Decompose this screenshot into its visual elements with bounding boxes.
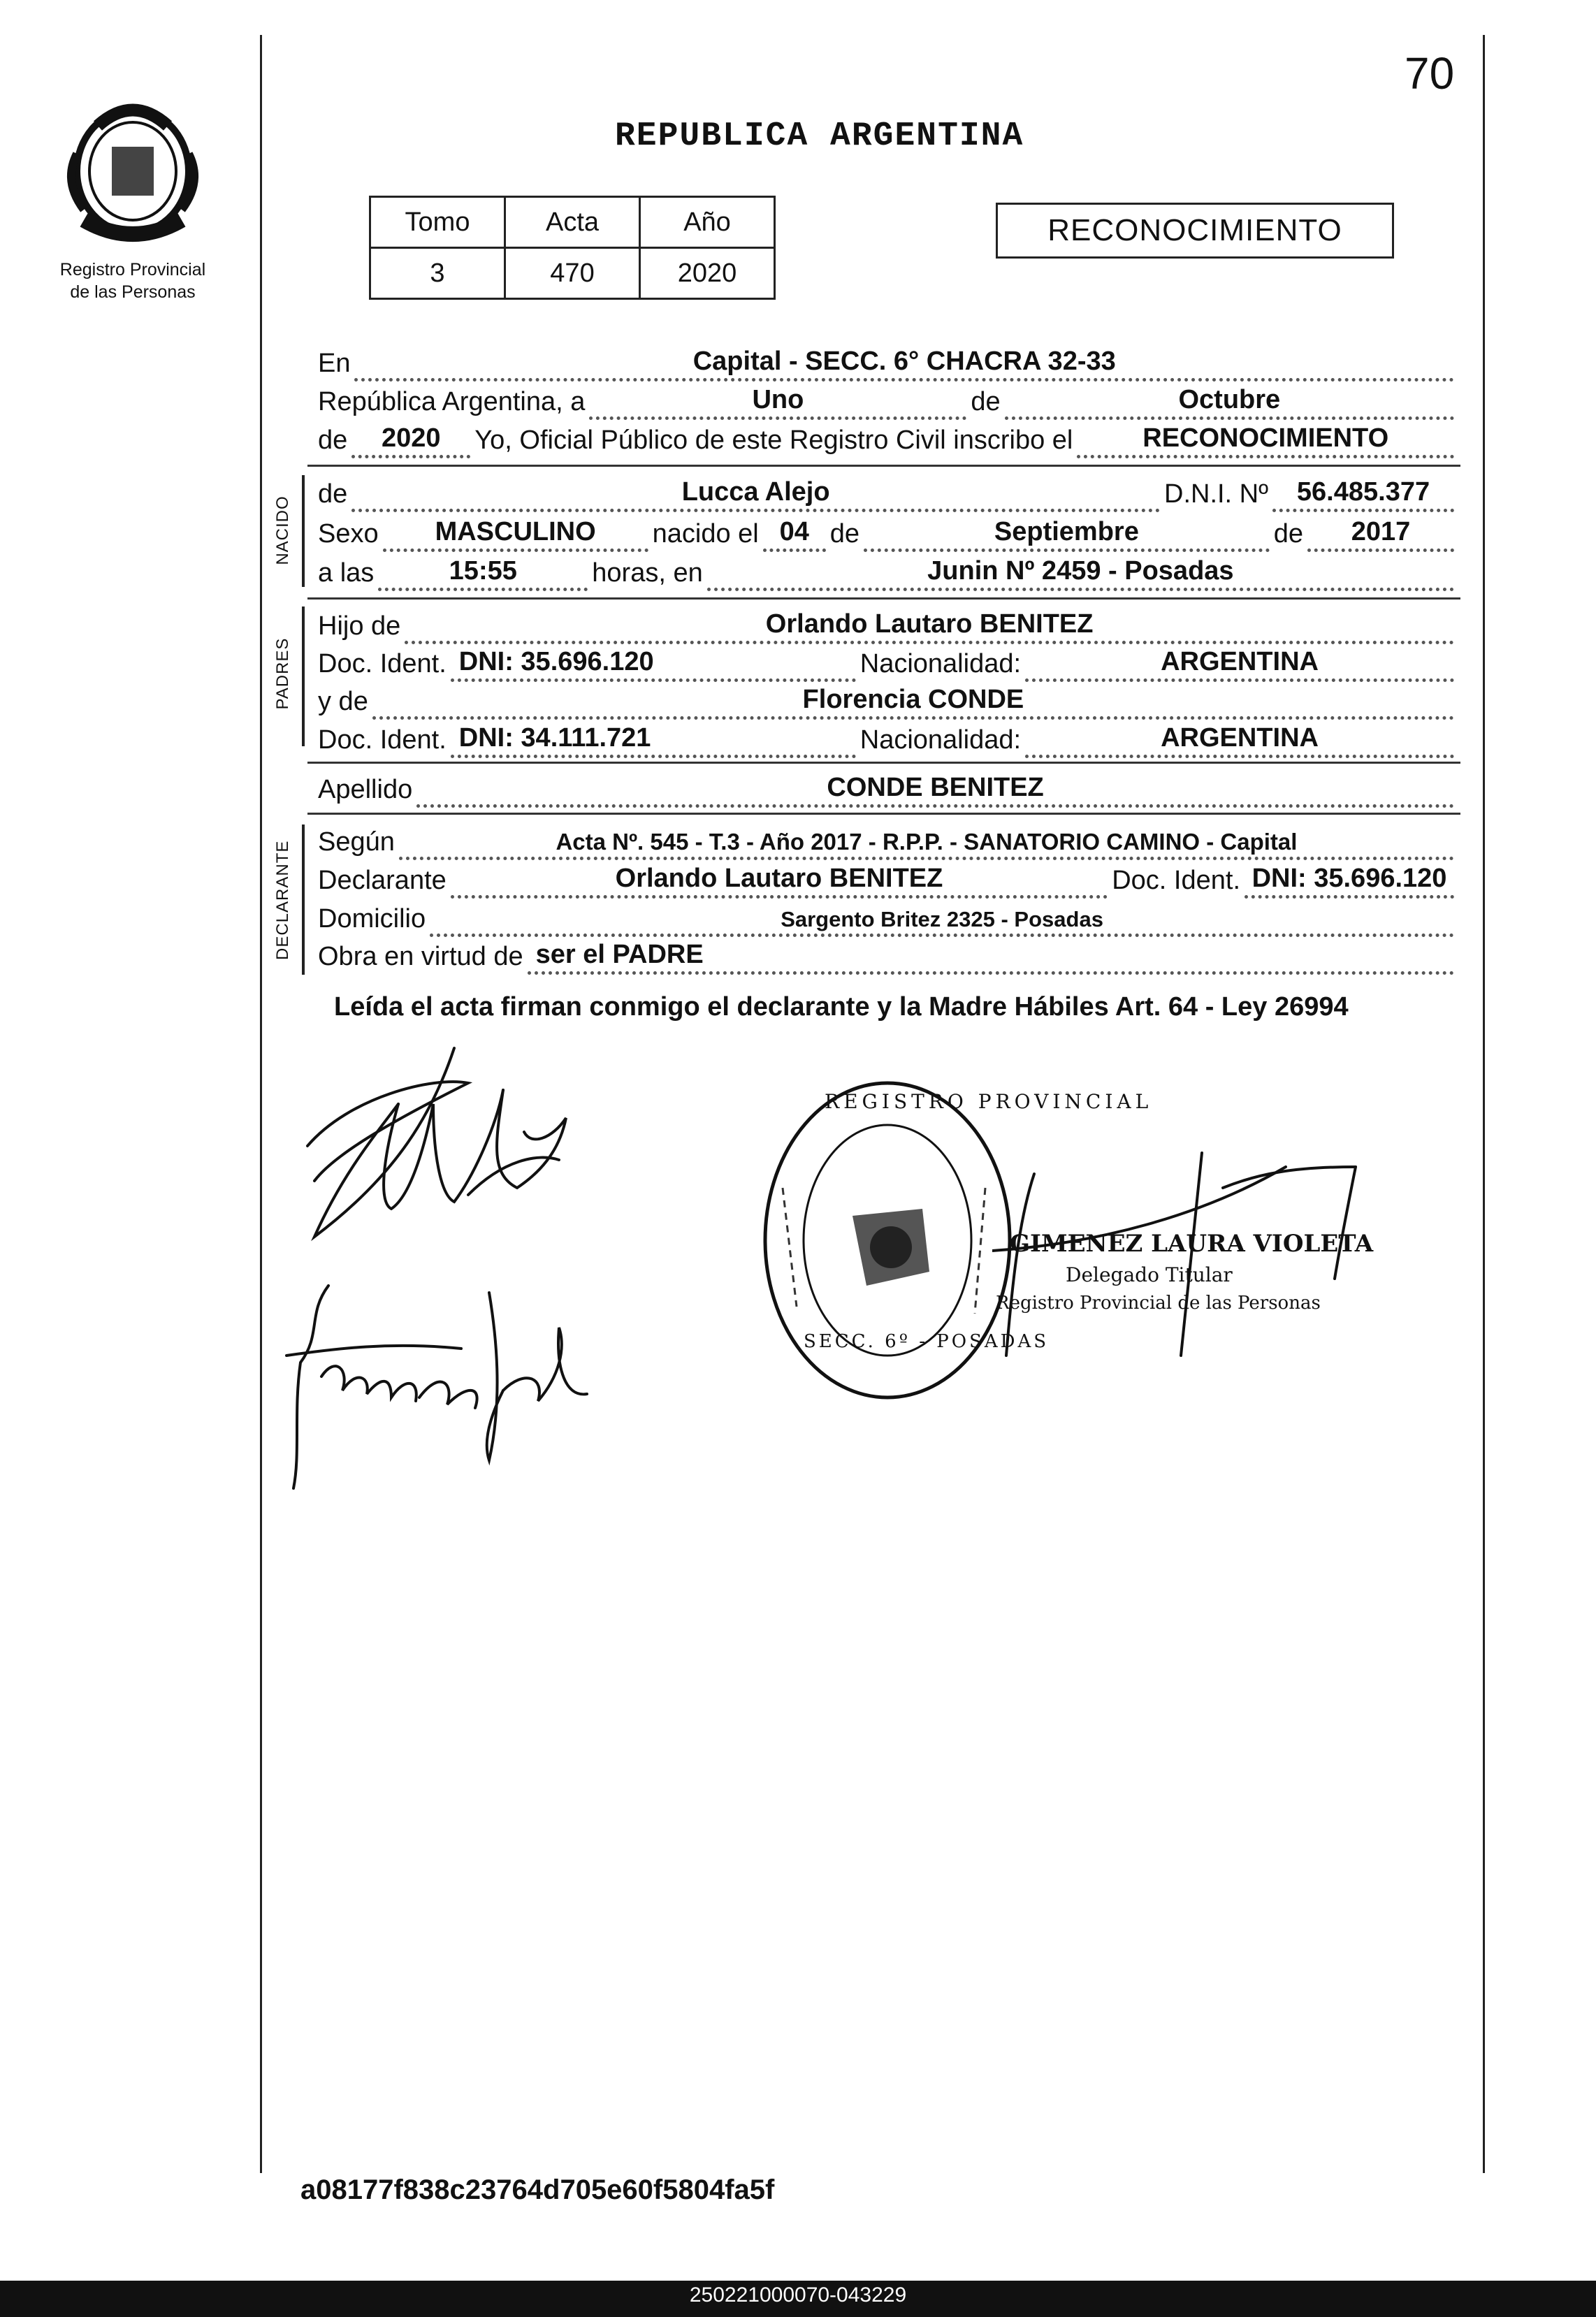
- act-type-box: RECONOCIMIENTO: [996, 203, 1394, 259]
- register-value-anio: 2020: [640, 248, 775, 299]
- row-mother: [318, 679, 1458, 720]
- y-de-label: y de: [318, 687, 368, 716]
- mother-doc-fill: [451, 718, 856, 758]
- register-value-row: [370, 248, 775, 299]
- declarante-doc-fill: [1245, 858, 1454, 899]
- segun-fill: [399, 820, 1454, 860]
- time-fill: [378, 551, 588, 591]
- birth-day-fill: [763, 511, 826, 552]
- bracket-nacido: [302, 475, 305, 587]
- birth-month-value: Septiembre: [994, 517, 1139, 546]
- republica-label: República Argentina, a: [318, 387, 586, 416]
- register-header-tomo: Tomo: [370, 197, 505, 248]
- sexo-value: MASCULINO: [435, 517, 596, 546]
- father-nat-label: Nacionalidad:: [859, 649, 1022, 678]
- father-doc-value: DNI: 35.696.120: [458, 647, 654, 676]
- de-name-label: de: [318, 479, 348, 509]
- mother-doc-value: DNI: 34.111.721: [458, 723, 651, 753]
- sexo-fill: [383, 511, 648, 552]
- row-father: [318, 604, 1458, 644]
- act-fill: [1077, 418, 1454, 458]
- child-name-value: Lucca Alejo: [681, 477, 830, 507]
- row-obra: [318, 934, 1458, 975]
- birth-month-fill: [864, 511, 1270, 552]
- statement-text: Yo, Oficial Público de este Registro Civil inscribo el: [474, 426, 1073, 455]
- birth-time-value: 15:55: [449, 556, 517, 586]
- mother-fill: [372, 679, 1454, 720]
- segun-value: Acta Nº. 545 - T.3 - Año 2017 - R.P.P. - SANATORIO CAMINO - Capital: [556, 829, 1298, 855]
- father-doc-fill: [451, 641, 856, 682]
- apellido-fill: [416, 767, 1454, 808]
- de-month-label: de: [829, 519, 860, 549]
- row-mother-doc: [318, 718, 1458, 758]
- birth-year-value: 2017: [1351, 517, 1411, 546]
- place-value: Capital - SECC. 6° CHACRA 32-33: [692, 347, 1116, 376]
- mother-name-value: Florencia CONDE: [802, 685, 1024, 714]
- dni-label: D.N.I. Nº: [1164, 479, 1268, 509]
- day-fill: [589, 379, 966, 420]
- row-en: [318, 341, 1458, 382]
- side-label-nacido: NACIDO: [273, 495, 292, 565]
- document-title: REPUBLICA ARGENTINA: [615, 117, 1024, 155]
- obra-label: Obra en virtud de: [318, 942, 523, 971]
- closing-statement: Leída el acta firman conmigo el declarante y la Madre Hábiles Art. 64 - Ley 26994: [334, 992, 1349, 1022]
- official-name: GIMENEZ LAURA VIOLETA: [1010, 1230, 1374, 1258]
- dni-fill: [1272, 472, 1454, 512]
- official-signature: [992, 1146, 1412, 1370]
- domicilio-fill: [430, 896, 1454, 937]
- mother-signature: [280, 1272, 601, 1502]
- issuer-caption: [28, 259, 238, 303]
- side-label-padres: PADRES: [273, 637, 292, 710]
- month-value: Octubre: [1178, 385, 1281, 414]
- domicilio-value: Sargento Britez 2325 - Posadas: [781, 907, 1103, 931]
- row-declarante: [318, 858, 1458, 899]
- declarante-doc-value: DNI: 35.696.120: [1252, 864, 1447, 893]
- hijo-de-label: Hijo de: [318, 611, 401, 641]
- nacido-el-label: nacido el: [652, 519, 759, 549]
- en-fill: [354, 341, 1454, 382]
- rule-declarante-top: [307, 813, 1460, 815]
- row-nacido-name: [318, 472, 1458, 512]
- official-org: Registro Provincial de las Personas: [996, 1293, 1321, 1314]
- father-nat-value: ARGENTINA: [1161, 647, 1319, 676]
- obra-value: ser el PADRE: [535, 940, 704, 969]
- de-year-label: de: [318, 426, 348, 455]
- child-dni-value: 56.485.377: [1296, 477, 1430, 507]
- name-fill: [351, 472, 1160, 512]
- de-label: de: [971, 387, 1001, 416]
- register-header-anio: Año: [640, 197, 775, 248]
- segun-label: Según: [318, 827, 395, 857]
- row-hora: [318, 551, 1458, 591]
- father-nat-fill: [1025, 641, 1454, 682]
- register-value-acta: 470: [505, 248, 640, 299]
- register-table: [369, 196, 776, 300]
- row-segun: [318, 820, 1458, 860]
- row-apellido: [318, 767, 1458, 808]
- issuer-line-1: Registro Provincial: [59, 260, 206, 279]
- register-header-acta: Acta: [505, 197, 640, 248]
- official-role: Delegado Titular: [1066, 1263, 1233, 1286]
- birth-year-fill: [1307, 511, 1454, 552]
- province-seal-logo: [56, 98, 210, 252]
- mother-doc-label: Doc. Ident.: [318, 725, 447, 755]
- apellido-value: CONDE BENITEZ: [827, 773, 1044, 802]
- declarante-doc-label: Doc. Ident.: [1112, 866, 1240, 895]
- page-number: 70: [1405, 48, 1455, 99]
- day-value: Uno: [752, 385, 804, 414]
- month-fill: [1005, 379, 1454, 420]
- act-value: RECONOCIMIENTO: [1142, 423, 1389, 453]
- declarant-signature: [293, 1034, 587, 1244]
- side-label-declarante: DECLARANTE: [273, 840, 292, 960]
- seal-bottom-text: SECC. 6º - POSADAS: [804, 1331, 1050, 1352]
- seal-ring-text: REGISTRO PROVINCIAL: [825, 1090, 1153, 1113]
- bracket-declarante: [302, 825, 305, 975]
- birth-place-value: Junin Nº 2459 - Posadas: [927, 556, 1234, 586]
- bracket-padres: [302, 607, 305, 746]
- row-sexo: [318, 511, 1458, 552]
- father-name-value: Orlando Lautaro BENITEZ: [765, 609, 1094, 639]
- left-margin-line: [260, 35, 262, 2173]
- a-las-label: a las: [318, 558, 375, 588]
- horas-label: horas, en: [592, 558, 703, 588]
- declarante-label: Declarante: [318, 866, 447, 895]
- declarante-fill: [451, 858, 1108, 899]
- obra-fill: [528, 934, 1454, 975]
- issuer-line-2: de las Personas: [70, 282, 196, 302]
- mother-nat-value: ARGENTINA: [1161, 723, 1319, 753]
- de-birth-year-label: de: [1273, 519, 1303, 549]
- document-hash: a08177f838c23764d705e60f5804fa5f: [300, 2174, 775, 2205]
- mother-nat-fill: [1025, 718, 1454, 758]
- row-father-doc: [318, 641, 1458, 682]
- apellido-label: Apellido: [318, 775, 413, 804]
- row-republica: [318, 379, 1458, 420]
- rule-nacido-top: [307, 465, 1460, 467]
- rule-apellido-top: [307, 762, 1460, 764]
- sexo-label: Sexo: [318, 519, 379, 549]
- mother-nat-label: Nacionalidad:: [859, 725, 1022, 755]
- footer-code: 250221000070-043229: [689, 2283, 907, 2307]
- official-seal-stamp: [755, 1076, 1020, 1404]
- birth-place-fill: [707, 551, 1454, 591]
- right-margin-line: [1483, 35, 1485, 2173]
- en-label: En: [318, 349, 351, 378]
- domicilio-label: Domicilio: [318, 904, 426, 934]
- year-fill: [351, 418, 470, 458]
- father-doc-label: Doc. Ident.: [318, 649, 447, 678]
- row-year: [318, 418, 1458, 458]
- register-header-row: [370, 197, 775, 248]
- row-domicilio: [318, 896, 1458, 937]
- register-value-tomo: 3: [370, 248, 505, 299]
- year-value: 2020: [382, 423, 441, 453]
- rule-padres-top: [307, 597, 1460, 600]
- father-fill: [405, 604, 1454, 644]
- birth-day-value: 04: [779, 517, 809, 546]
- declarante-name-value: Orlando Lautaro BENITEZ: [615, 864, 943, 893]
